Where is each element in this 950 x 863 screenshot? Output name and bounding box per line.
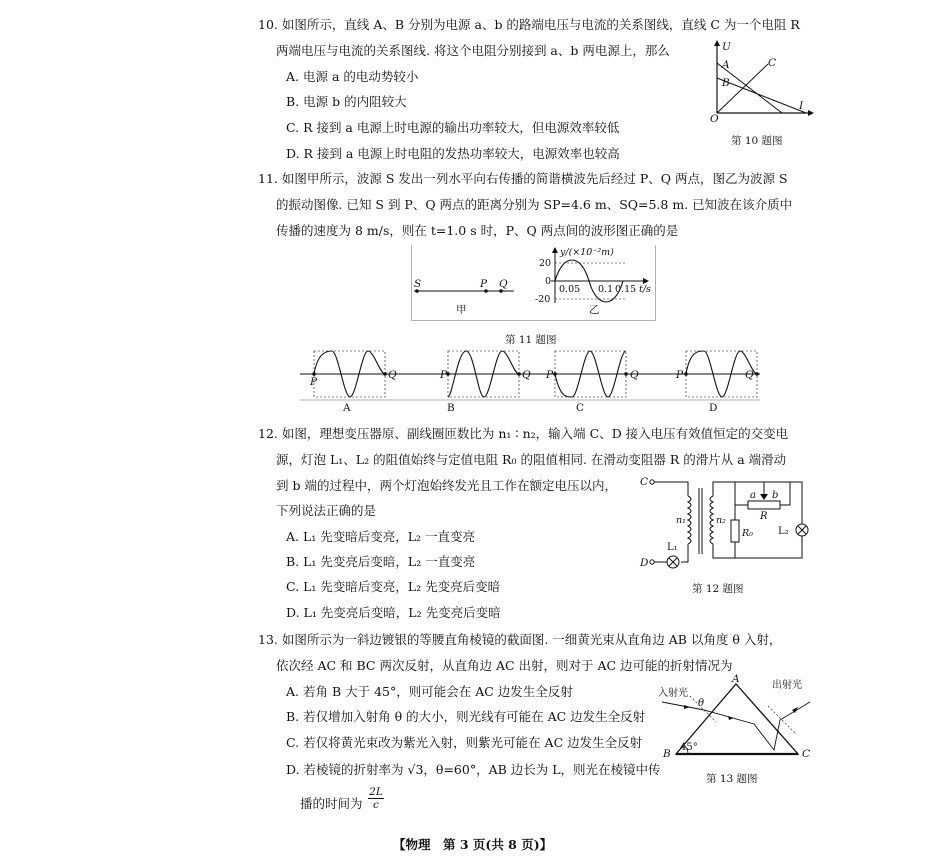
q11-choice-d-p: P [676, 369, 684, 381]
q11-caption: 第 11 题图 [505, 334, 557, 346]
q12-fig-r0: R₀ [742, 528, 753, 539]
q12-figure [640, 470, 810, 600]
q12-fig-b: b [772, 490, 779, 501]
q12-stem-line4: 下列说法正确的是 [276, 503, 377, 518]
q11-choice-a-q: Q [388, 369, 397, 381]
q10-fig-u: U [722, 41, 731, 53]
q11-stem-line3: 传播的速度为 8 m/s，则在 t=1.0 s 时，P、Q 两点间的波形图正确的是 [276, 223, 679, 238]
q13-fraction [368, 786, 384, 811]
q13-frac-num: 2L [369, 786, 383, 798]
q10-fig-c: C [768, 57, 777, 69]
q11-choices [300, 347, 760, 415]
q11-figure [411, 245, 656, 321]
q13-option-c: C. 若仅将黄光束改为紫光入射，则紫光可能在 AC 边发生全反射 [286, 735, 643, 750]
q11-yi-ybot: -20 [535, 294, 551, 305]
q10-stem-line1: 10. 如图所示，直线 A、B 分别为电源 a、b 的路端电压与电流的关系图线，直线 C 为一个电阻 R [258, 17, 800, 32]
q12-stem-line2: 源，灯泡 L₁、L₂ 的阻值始终与定值电阻 R₀ 的阻值相同. 在滑动变阻器 R 的滑片从 a 端滑动 [276, 452, 787, 467]
q12-fig-n2: n₂ [716, 515, 726, 526]
q11-yi-t2: 0.1 [598, 284, 614, 295]
q12-fig-l2: L₂ [778, 526, 789, 537]
q10-option-a: A. 电源 a 的电动势较小 [286, 69, 419, 84]
q13-fig-angle: 45° [680, 742, 698, 753]
q10-fig-caption: 第 10 题图 [731, 135, 783, 147]
q10-fig-o: O [710, 113, 719, 125]
q11-choice-c [545, 351, 639, 414]
q13-fig-c: C [802, 748, 811, 760]
q11-yi-t1: 0.05 [559, 284, 581, 295]
q11-yi-t3: 0.15 [615, 284, 637, 295]
q11-choice-a-label: A [343, 402, 351, 414]
q13-stem-line1: 13. 如图所示为一斜边镀银的等腰直角棱镜的截面图. 一细黄光束从直角边 AB 以角度 θ 入射， [258, 632, 782, 647]
q11-choice-d [675, 351, 759, 414]
q11-jia-s: S [414, 278, 422, 290]
q11-choice-b-label: B [447, 402, 455, 414]
page-footer: 【物理 第 3 页(共 8 页)】 [393, 837, 553, 852]
q11-choice-b-p: P [440, 369, 448, 381]
q13-stem-line2: 依次经 AC 和 BC 两次反射，从直角边 AC 出射，则对于 AC 边可能的折射情况为 [276, 658, 733, 673]
q11-choice-d-q: Q [745, 369, 754, 381]
q11-jia-p: P [480, 278, 488, 290]
q11-yi-ylabel: y/(×10⁻²m) [560, 247, 614, 258]
q11-choice-a-p: P [310, 376, 318, 388]
q10-figure [700, 38, 820, 153]
q13-option-b: B. 若仅增加入射角 θ 的大小，则光线有可能在 AC 边发生全反射 [286, 709, 646, 724]
q10-option-b: B. 电源 b 的内阻较大 [286, 94, 407, 109]
q11-yi-ytop: 20 [539, 258, 552, 269]
q10-fig-b: B [722, 77, 730, 89]
q10-fig-i: I [799, 100, 804, 112]
q12-option-a: A. L₁ 先变暗后变亮，L₂ 一直变亮 [286, 529, 476, 544]
q11-yi-tlabel: t/s [639, 284, 651, 295]
q11-yi-label: 乙 [589, 304, 600, 316]
q10-option-d: D. R 接到 a 电源上时电阻的发热功率较大，电源效率也较高 [286, 146, 620, 161]
q13-fig-in-light: 入射光 [658, 688, 688, 699]
q12-fig-n1: n₁ [676, 515, 686, 526]
q11-choice-c-q: Q [630, 369, 639, 381]
q11-stem-line2: 的振动图像. 已知 S 到 P、Q 两点的距离分别为 SP=4.6 m、SQ=5.8 m. 已知波在该介质中 [276, 197, 793, 212]
q13-fig-a: A [732, 673, 740, 685]
q12-option-c: C. L₁ 先变暗后变亮，L₂ 先变亮后变暗 [286, 579, 501, 594]
q12-fig-d: D [640, 557, 649, 569]
q11-jia-q: Q [499, 278, 508, 290]
q11-choice-a [309, 351, 397, 414]
q12-fig-caption: 第 12 题图 [692, 583, 744, 595]
q11-choice-d-label: D [709, 402, 718, 414]
q12-fig-r: R [760, 511, 768, 522]
q13-fig-caption: 第 13 题图 [706, 773, 758, 785]
q11-choice-b-q: Q [522, 369, 531, 381]
q11-choice-b [439, 351, 531, 414]
q10-stem-line2: 两端电压与电流的关系图线. 将这个电阻分别接到 a、b 两电源上，那么 [276, 43, 670, 58]
q12-stem-line3: 到 b 端的过程中，两个灯泡始终发光且工作在额定电压以内， [276, 478, 617, 493]
q12-stem-line1: 12. 如图，理想变压器原、副线圈匝数比为 n₁ ∶ n₂，输入端 C、D 接入电压有效值恒定的交变电 [258, 426, 789, 441]
q13-fig-b: B [663, 748, 671, 760]
q13-option-d: D. 若棱镜的折射率为 √3，θ=60°，AB 边长为 L，则光在棱镜中传 [286, 762, 661, 777]
q13-fig-theta: θ [698, 698, 705, 709]
q11-jia-label: 甲 [456, 304, 467, 316]
q13-option-a: A. 若角 B 大于 45°，则可能会在 AC 边发生全反射 [286, 684, 573, 699]
q12-fig-c: C [640, 476, 649, 488]
q12-fig-a: a [750, 490, 756, 501]
q11-choice-c-p: P [546, 369, 554, 381]
q11-choice-c-label: C [576, 402, 585, 414]
q12-option-d: D. L₁ 先变亮后变暗，L₂ 先变亮后变暗 [286, 605, 501, 620]
q13-option-d-cont: 播的时间为 [300, 796, 363, 811]
q12-fig-l1: L₁ [667, 542, 678, 553]
q10-fig-a: A [722, 59, 730, 71]
q10-option-c: C. R 接到 a 电源上时电源的输出功率较大，但电源效率较低 [286, 120, 620, 135]
q13-frac-den: c [373, 799, 379, 811]
q11-stem-line1: 11. 如图甲所示，波源 S 发出一列水平向右传播的简谐横波先后经过 P、Q 两点，图乙为波源 S [258, 171, 788, 186]
q13-figure [658, 672, 818, 787]
q11-yi-yzero: 0 [545, 276, 552, 287]
q13-fig-out-light: 出射光 [772, 680, 802, 691]
q12-option-b: B. L₁ 先变亮后变暗，L₂ 一直变亮 [286, 554, 476, 569]
